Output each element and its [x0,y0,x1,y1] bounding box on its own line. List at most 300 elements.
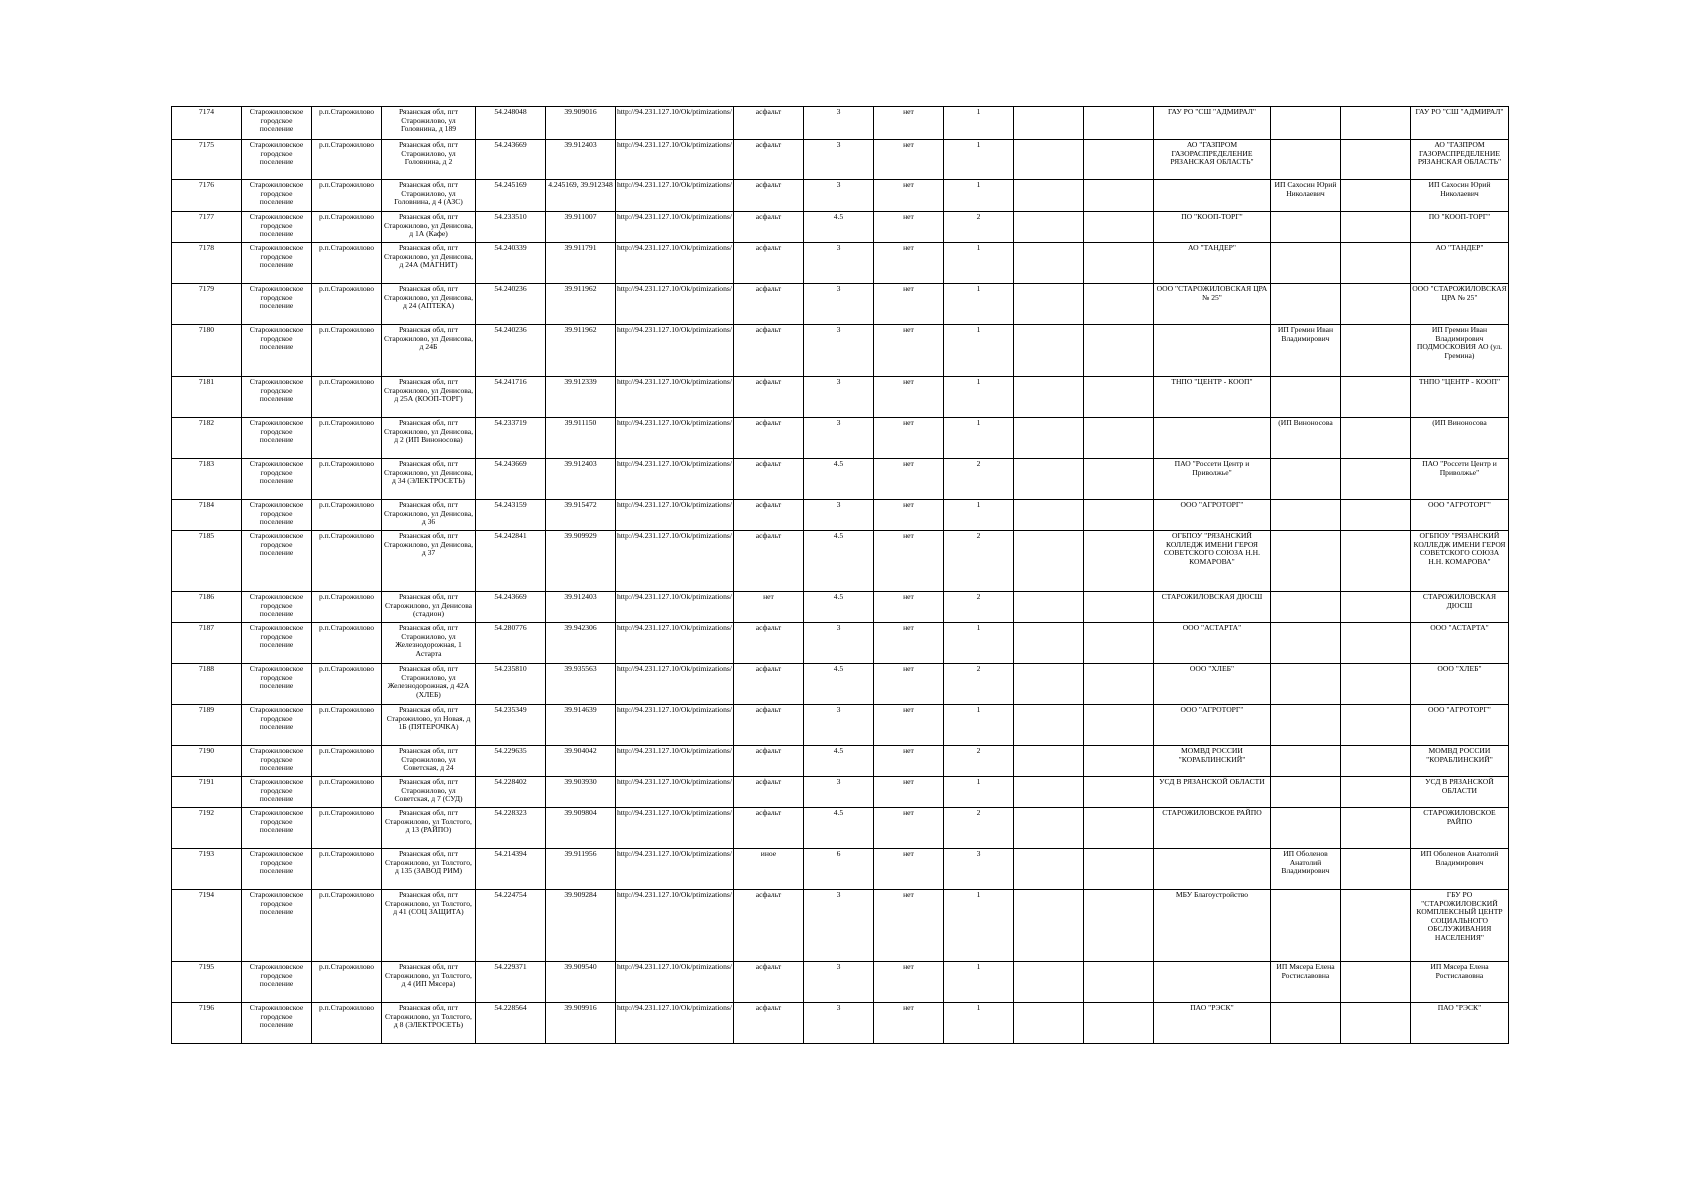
row-number: 7175 [172,140,242,180]
longitude-cell: 39.911150 [546,418,616,459]
entrepreneur-cell [1270,531,1340,592]
empty-cell [1013,325,1083,377]
address-cell: Рязанская обл, пгт Старожилово, ул Железнодорожная, д 42А (ХЛЕБ) [382,664,476,705]
fence-cell: нет [873,664,943,705]
surface-cell: нет [733,592,803,623]
address-cell: Рязанская обл, пгт Старожилово, ул Новая, д 1Б (ПЯТЕРОЧКА) [382,705,476,746]
address-cell: Рязанская обл, пгт Старожилово, ул Денисова, д 2 (ИП Виноносова) [382,418,476,459]
empty-cell [1083,623,1153,664]
waste-source-cell: ИП Гремин Иван Владимирович ПОДМОСКОВИЯ АО (ул. Гремина) [1410,325,1508,377]
row-number: 7188 [172,664,242,705]
longitude-cell: 39.911962 [546,284,616,325]
url-cell: http://94.231.127.10/Ok/ptimizations/ [616,284,734,325]
latitude-cell: 54.243669 [476,140,546,180]
latitude-cell: 54.240339 [476,243,546,284]
container-count-cell: 2 [943,592,1013,623]
locality-cell: р.п.Старожилово [312,664,382,705]
entrepreneur-cell: ИП Мясера Елена Ростиславовна [1270,962,1340,1003]
settlement-cell: Старожиловское городское поселение [242,623,312,664]
address-cell: Рязанская обл, пгт Старожилово, ул Денисова, д 24Б [382,325,476,377]
url-cell: http://94.231.127.10/Ok/ptimizations/ [616,808,734,849]
settlement-cell: Старожиловское городское поселение [242,377,312,418]
empty-cell [1340,592,1410,623]
area-cell: 3 [803,107,873,140]
empty-cell [1013,284,1083,325]
table-row [172,890,1509,962]
url-cell: http://94.231.127.10/Ok/ptimizations/ [616,746,734,777]
empty-cell [1083,849,1153,890]
owner-cell: МОМВД РОССИИ "КОРАБЛИНСКИЙ" [1153,746,1270,777]
fence-cell: нет [873,962,943,1003]
entrepreneur-cell [1270,1003,1340,1044]
container-count-cell: 2 [943,746,1013,777]
row-number: 7191 [172,777,242,808]
surface-cell: асфальт [733,962,803,1003]
empty-cell [1340,705,1410,746]
latitude-cell: 54.233719 [476,418,546,459]
container-count-cell: 1 [943,777,1013,808]
entrepreneur-cell [1270,705,1340,746]
locality-cell: р.п.Старожилово [312,459,382,500]
owner-cell: СТАРОЖИЛОВСКОЕ РАЙПО [1153,808,1270,849]
empty-cell [1013,243,1083,284]
area-cell: 4.5 [803,664,873,705]
empty-cell [1083,243,1153,284]
surface-cell: асфальт [733,325,803,377]
empty-cell [1340,243,1410,284]
fence-cell: нет [873,418,943,459]
waste-source-cell: ПО "КООП-ТОРГ" [1410,212,1508,243]
table-row [172,107,1509,140]
waste-source-cell: ООО "ХЛЕБ" [1410,664,1508,705]
empty-cell [1340,623,1410,664]
entrepreneur-cell [1270,377,1340,418]
url-cell: http://94.231.127.10/Ok/ptimizations/ [616,664,734,705]
address-cell: Рязанская обл, пгт Старожилово, ул Головнина, д 4 (АЗС) [382,180,476,212]
settlement-cell: Старожиловское городское поселение [242,243,312,284]
empty-cell [1340,325,1410,377]
fence-cell: нет [873,808,943,849]
empty-cell [1013,500,1083,531]
waste-source-cell: ГБУ РО "СТАРОЖИЛОВСКИЙ КОМПЛЕКСНЫЙ ЦЕНТР СОЦИАЛЬНОГО ОБСЛУЖИВАНИЯ НАСЕЛЕНИЯ" [1410,890,1508,962]
area-cell: 3 [803,284,873,325]
empty-cell [1013,664,1083,705]
longitude-cell: 39.909016 [546,107,616,140]
area-cell: 4.5 [803,592,873,623]
locality-cell: р.п.Старожилово [312,705,382,746]
latitude-cell: 54.241716 [476,377,546,418]
locality-cell: р.п.Старожилово [312,418,382,459]
entrepreneur-cell [1270,777,1340,808]
area-cell: 3 [803,623,873,664]
settlement-cell: Старожиловское городское поселение [242,500,312,531]
latitude-cell: 54.229371 [476,962,546,1003]
latitude-cell: 54.240236 [476,325,546,377]
latitude-cell: 54.242841 [476,531,546,592]
address-cell: Рязанская обл, пгт Старожилово, ул Толстого, д 13 (РАЙПО) [382,808,476,849]
surface-cell: асфальт [733,1003,803,1044]
empty-cell [1013,746,1083,777]
empty-cell [1340,500,1410,531]
locality-cell: р.п.Старожилово [312,500,382,531]
area-cell: 3 [803,418,873,459]
settlement-cell: Старожиловское городское поселение [242,849,312,890]
empty-cell [1340,1003,1410,1044]
empty-cell [1340,746,1410,777]
locality-cell: р.п.Старожилово [312,180,382,212]
empty-cell [1340,777,1410,808]
longitude-cell: 39.909929 [546,531,616,592]
url-cell: http://94.231.127.10/Ok/ptimizations/ [616,531,734,592]
longitude-cell: 39.915472 [546,500,616,531]
latitude-cell: 54.228402 [476,777,546,808]
settlement-cell: Старожиловское городское поселение [242,746,312,777]
locality-cell: р.п.Старожилово [312,212,382,243]
container-count-cell: 2 [943,531,1013,592]
latitude-cell: 54.229635 [476,746,546,777]
area-cell: 3 [803,777,873,808]
container-count-cell: 2 [943,459,1013,500]
row-number: 7187 [172,623,242,664]
address-cell: Рязанская обл, пгт Старожилово, ул Толстого, д 4 (ИП Мясера) [382,962,476,1003]
settlement-cell: Старожиловское городское поселение [242,962,312,1003]
row-number: 7195 [172,962,242,1003]
container-count-cell: 2 [943,808,1013,849]
container-count-cell: 2 [943,664,1013,705]
settlement-cell: Старожиловское городское поселение [242,777,312,808]
surface-cell: асфальт [733,459,803,500]
url-cell: http://94.231.127.10/Ok/ptimizations/ [616,592,734,623]
empty-cell [1340,212,1410,243]
url-cell: http://94.231.127.10/Ok/ptimizations/ [616,243,734,284]
settlement-cell: Старожиловское городское поселение [242,808,312,849]
url-cell: http://94.231.127.10/Ok/ptimizations/ [616,849,734,890]
entrepreneur-cell [1270,890,1340,962]
settlement-cell: Старожиловское городское поселение [242,1003,312,1044]
container-count-cell: 1 [943,1003,1013,1044]
empty-cell [1083,140,1153,180]
empty-cell [1340,418,1410,459]
empty-cell [1013,808,1083,849]
address-cell: Рязанская обл, пгт Старожилово, ул Денисова, д 24А (МАГНИТ) [382,243,476,284]
latitude-cell: 54.214394 [476,849,546,890]
longitude-cell: 39.909284 [546,890,616,962]
row-number: 7190 [172,746,242,777]
container-count-cell: 1 [943,705,1013,746]
address-cell: Рязанская обл, пгт Старожилово, ул Денисова, д 25А (КООП-ТОРГ) [382,377,476,418]
entrepreneur-cell [1270,284,1340,325]
address-cell: Рязанская обл, пгт Старожилово, ул Советская, д 24 [382,746,476,777]
url-cell: http://94.231.127.10/Ok/ptimizations/ [616,890,734,962]
table-row [172,459,1509,500]
table-row [172,418,1509,459]
waste-source-cell: ПАО "РЭСК" [1410,1003,1508,1044]
waste-source-cell: АО "ГАЗПРОМ ГАЗОРАСПРЕДЕЛЕНИЕ РЯЗАНСКАЯ ОБЛАСТЬ" [1410,140,1508,180]
row-number: 7181 [172,377,242,418]
address-cell: Рязанская обл, пгт Старожилово, ул Денисова (стадион) [382,592,476,623]
address-cell: Рязанская обл, пгт Старожилово, ул Денисова, д 24 (АПТЕКА) [382,284,476,325]
empty-cell [1013,107,1083,140]
empty-cell [1013,592,1083,623]
table-row [172,592,1509,623]
latitude-cell: 54.240236 [476,284,546,325]
area-cell: 3 [803,890,873,962]
table-row [172,777,1509,808]
address-cell: Рязанская обл, пгт Старожилово, ул Денисова, д 36 [382,500,476,531]
container-count-cell: 3 [943,849,1013,890]
owner-cell: ООО "ХЛЕБ" [1153,664,1270,705]
waste-source-cell: ООО "СТАРОЖИЛОВСКАЯ ЦРА № 25" [1410,284,1508,325]
owner-cell: ООО "СТАРОЖИЛОВСКАЯ ЦРА № 25" [1153,284,1270,325]
area-cell: 3 [803,1003,873,1044]
address-cell: Рязанская обл, пгт Старожилово, ул Денисова, д 34 (ЭЛЕКТРОСЕТЬ) [382,459,476,500]
empty-cell [1340,140,1410,180]
longitude-cell: 39.912339 [546,377,616,418]
longitude-cell: 39.911962 [546,325,616,377]
empty-cell [1083,107,1153,140]
surface-cell: асфальт [733,180,803,212]
longitude-cell: 39.912403 [546,459,616,500]
locality-cell: р.п.Старожилово [312,808,382,849]
settlement-cell: Старожиловское городское поселение [242,890,312,962]
url-cell: http://94.231.127.10/Ok/ptimizations/ [616,325,734,377]
empty-cell [1340,107,1410,140]
row-number: 7184 [172,500,242,531]
settlement-cell: Старожиловское городское поселение [242,325,312,377]
fence-cell: нет [873,284,943,325]
longitude-cell: 39.912403 [546,592,616,623]
settlement-cell: Старожиловское городское поселение [242,212,312,243]
row-number: 7182 [172,418,242,459]
waste-source-cell: ООО "АГРОТОРГ" [1410,500,1508,531]
surface-cell: асфальт [733,664,803,705]
table-row [172,849,1509,890]
table-row [172,1003,1509,1044]
empty-cell [1340,849,1410,890]
empty-cell [1083,705,1153,746]
empty-cell [1013,140,1083,180]
entrepreneur-cell: (ИП Виноносова [1270,418,1340,459]
longitude-cell: 39.914639 [546,705,616,746]
address-cell: Рязанская обл, пгт Старожилово, ул Денисова, д 37 [382,531,476,592]
empty-cell [1340,459,1410,500]
latitude-cell: 54.224754 [476,890,546,962]
locality-cell: р.п.Старожилово [312,890,382,962]
waste-source-cell: МОМВД РОССИИ "КОРАБЛИНСКИЙ" [1410,746,1508,777]
surface-cell: асфальт [733,808,803,849]
surface-cell: асфальт [733,243,803,284]
settlement-cell: Старожиловское городское поселение [242,107,312,140]
latitude-cell: 54.228323 [476,808,546,849]
entrepreneur-cell: ИП Гремин Иван Владимирович [1270,325,1340,377]
settlement-cell: Старожиловское городское поселение [242,592,312,623]
locality-cell: р.п.Старожилово [312,623,382,664]
waste-source-cell: ООО "АСТАРТА" [1410,623,1508,664]
fence-cell: нет [873,531,943,592]
owner-cell [1153,418,1270,459]
address-cell: Рязанская обл, пгт Старожилово, ул Советская, д 7 (СУД) [382,777,476,808]
owner-cell: ПАО "РЭСК" [1153,1003,1270,1044]
owner-cell: ОГБПОУ "РЯЗАНСКИЙ КОЛЛЕДЖ ИМЕНИ ГЕРОЯ СОВЕТСКОГО СОЮЗА Н.Н. КОМАРОВА" [1153,531,1270,592]
container-count-cell: 1 [943,890,1013,962]
fence-cell: нет [873,746,943,777]
row-number: 7180 [172,325,242,377]
table-row [172,746,1509,777]
area-cell: 3 [803,243,873,284]
empty-cell [1013,377,1083,418]
empty-cell [1083,180,1153,212]
fence-cell: нет [873,1003,943,1044]
empty-cell [1083,777,1153,808]
empty-cell [1340,808,1410,849]
area-cell: 3 [803,962,873,1003]
row-number: 7196 [172,1003,242,1044]
owner-cell: УСД В РЯЗАНСКОЙ ОБЛАСТИ [1153,777,1270,808]
owner-cell: ТНПО "ЦЕНТР - КООП" [1153,377,1270,418]
surface-cell: асфальт [733,140,803,180]
empty-cell [1013,418,1083,459]
locality-cell: р.п.Старожилово [312,325,382,377]
url-cell: http://94.231.127.10/Ok/ptimizations/ [616,1003,734,1044]
locality-cell: р.п.Старожилово [312,284,382,325]
empty-cell [1013,1003,1083,1044]
owner-cell: МБУ Благоустройство [1153,890,1270,962]
owner-cell [1153,180,1270,212]
longitude-cell: 39.911791 [546,243,616,284]
locality-cell: р.п.Старожилово [312,377,382,418]
empty-cell [1083,500,1153,531]
owner-cell [1153,849,1270,890]
empty-cell [1083,664,1153,705]
fence-cell: нет [873,107,943,140]
empty-cell [1340,890,1410,962]
latitude-cell: 54.235810 [476,664,546,705]
empty-cell [1083,808,1153,849]
empty-cell [1013,623,1083,664]
container-count-cell: 1 [943,107,1013,140]
table-row [172,500,1509,531]
empty-cell [1013,180,1083,212]
empty-cell [1083,418,1153,459]
longitude-cell: 39.911007 [546,212,616,243]
latitude-cell: 54.235349 [476,705,546,746]
waste-source-cell: ИП Мясера Елена Ростиславовна [1410,962,1508,1003]
row-number: 7179 [172,284,242,325]
fence-cell: нет [873,377,943,418]
owner-cell: АО "ГАЗПРОМ ГАЗОРАСПРЕДЕЛЕНИЕ РЯЗАНСКАЯ ОБЛАСТЬ" [1153,140,1270,180]
fence-cell: нет [873,623,943,664]
address-cell: Рязанская обл, пгт Старожилово, ул Толстого, д 41 (СОЦ ЗАЩИТА) [382,890,476,962]
waste-source-cell: ТНПО "ЦЕНТР - КООП" [1410,377,1508,418]
entrepreneur-cell [1270,459,1340,500]
surface-cell: асфальт [733,418,803,459]
entrepreneur-cell [1270,500,1340,531]
fence-cell: нет [873,243,943,284]
fence-cell: нет [873,705,943,746]
surface-cell: асфальт [733,623,803,664]
longitude-cell: 39.942306 [546,623,616,664]
area-cell: 3 [803,140,873,180]
table-row [172,623,1509,664]
fence-cell: нет [873,459,943,500]
container-count-cell: 1 [943,962,1013,1003]
table-row [172,664,1509,705]
settlement-cell: Старожиловское городское поселение [242,284,312,325]
row-number: 7177 [172,212,242,243]
url-cell: http://94.231.127.10/Ok/ptimizations/ [616,962,734,1003]
empty-cell [1083,325,1153,377]
locality-cell: р.п.Старожилово [312,849,382,890]
container-count-cell: 1 [943,180,1013,212]
waste-source-cell: СТАРОЖИЛОВСКОЕ РАЙПО [1410,808,1508,849]
entrepreneur-cell [1270,140,1340,180]
entrepreneur-cell [1270,243,1340,284]
container-count-cell: 1 [943,623,1013,664]
address-cell: Рязанская обл, пгт Старожилово, ул Толстого, д 135 (ЗАВОД РИМ) [382,849,476,890]
table-row [172,325,1509,377]
area-cell: 3 [803,325,873,377]
locality-cell: р.п.Старожилово [312,592,382,623]
surface-cell: иное [733,849,803,890]
fence-cell: нет [873,325,943,377]
fence-cell: нет [873,212,943,243]
locality-cell: р.п.Старожилово [312,746,382,777]
entrepreneur-cell [1270,746,1340,777]
owner-cell: ПАО "Россети Центр и Приволжье" [1153,459,1270,500]
longitude-cell: 39.912403 [546,140,616,180]
container-count-cell: 1 [943,284,1013,325]
latitude-cell: 54.280776 [476,623,546,664]
locality-cell: р.п.Старожилово [312,243,382,284]
empty-cell [1013,777,1083,808]
row-number: 7178 [172,243,242,284]
waste-source-cell: АО "ТАНДЕР" [1410,243,1508,284]
locality-cell: р.п.Старожилово [312,777,382,808]
table-row [172,243,1509,284]
area-cell: 4.5 [803,212,873,243]
empty-cell [1013,849,1083,890]
longitude-cell: 39.935563 [546,664,616,705]
settlement-cell: Старожиловское городское поселение [242,531,312,592]
url-cell: http://94.231.127.10/Ok/ptimizations/ [616,107,734,140]
locality-cell: р.п.Старожилово [312,531,382,592]
area-cell: 3 [803,500,873,531]
row-number: 7192 [172,808,242,849]
empty-cell [1083,1003,1153,1044]
table-row [172,212,1509,243]
waste-source-cell: ИП Оболенов Анатолий Владимирович [1410,849,1508,890]
area-cell: 4.5 [803,746,873,777]
latitude-cell: 54.233510 [476,212,546,243]
empty-cell [1083,962,1153,1003]
container-count-cell: 1 [943,325,1013,377]
container-count-cell: 1 [943,418,1013,459]
empty-cell [1013,705,1083,746]
table-body [172,107,1509,1044]
fence-cell: нет [873,849,943,890]
empty-cell [1083,377,1153,418]
surface-cell: асфальт [733,500,803,531]
address-cell: Рязанская обл, пгт Старожилово, ул Головнина, д 2 [382,140,476,180]
waste-source-cell: ПАО "Россети Центр и Приволжье" [1410,459,1508,500]
empty-cell [1083,459,1153,500]
container-count-cell: 1 [943,377,1013,418]
table-row [172,808,1509,849]
container-count-cell: 1 [943,243,1013,284]
surface-cell: асфальт [733,705,803,746]
latitude-cell: 54.243669 [476,592,546,623]
empty-cell [1340,377,1410,418]
